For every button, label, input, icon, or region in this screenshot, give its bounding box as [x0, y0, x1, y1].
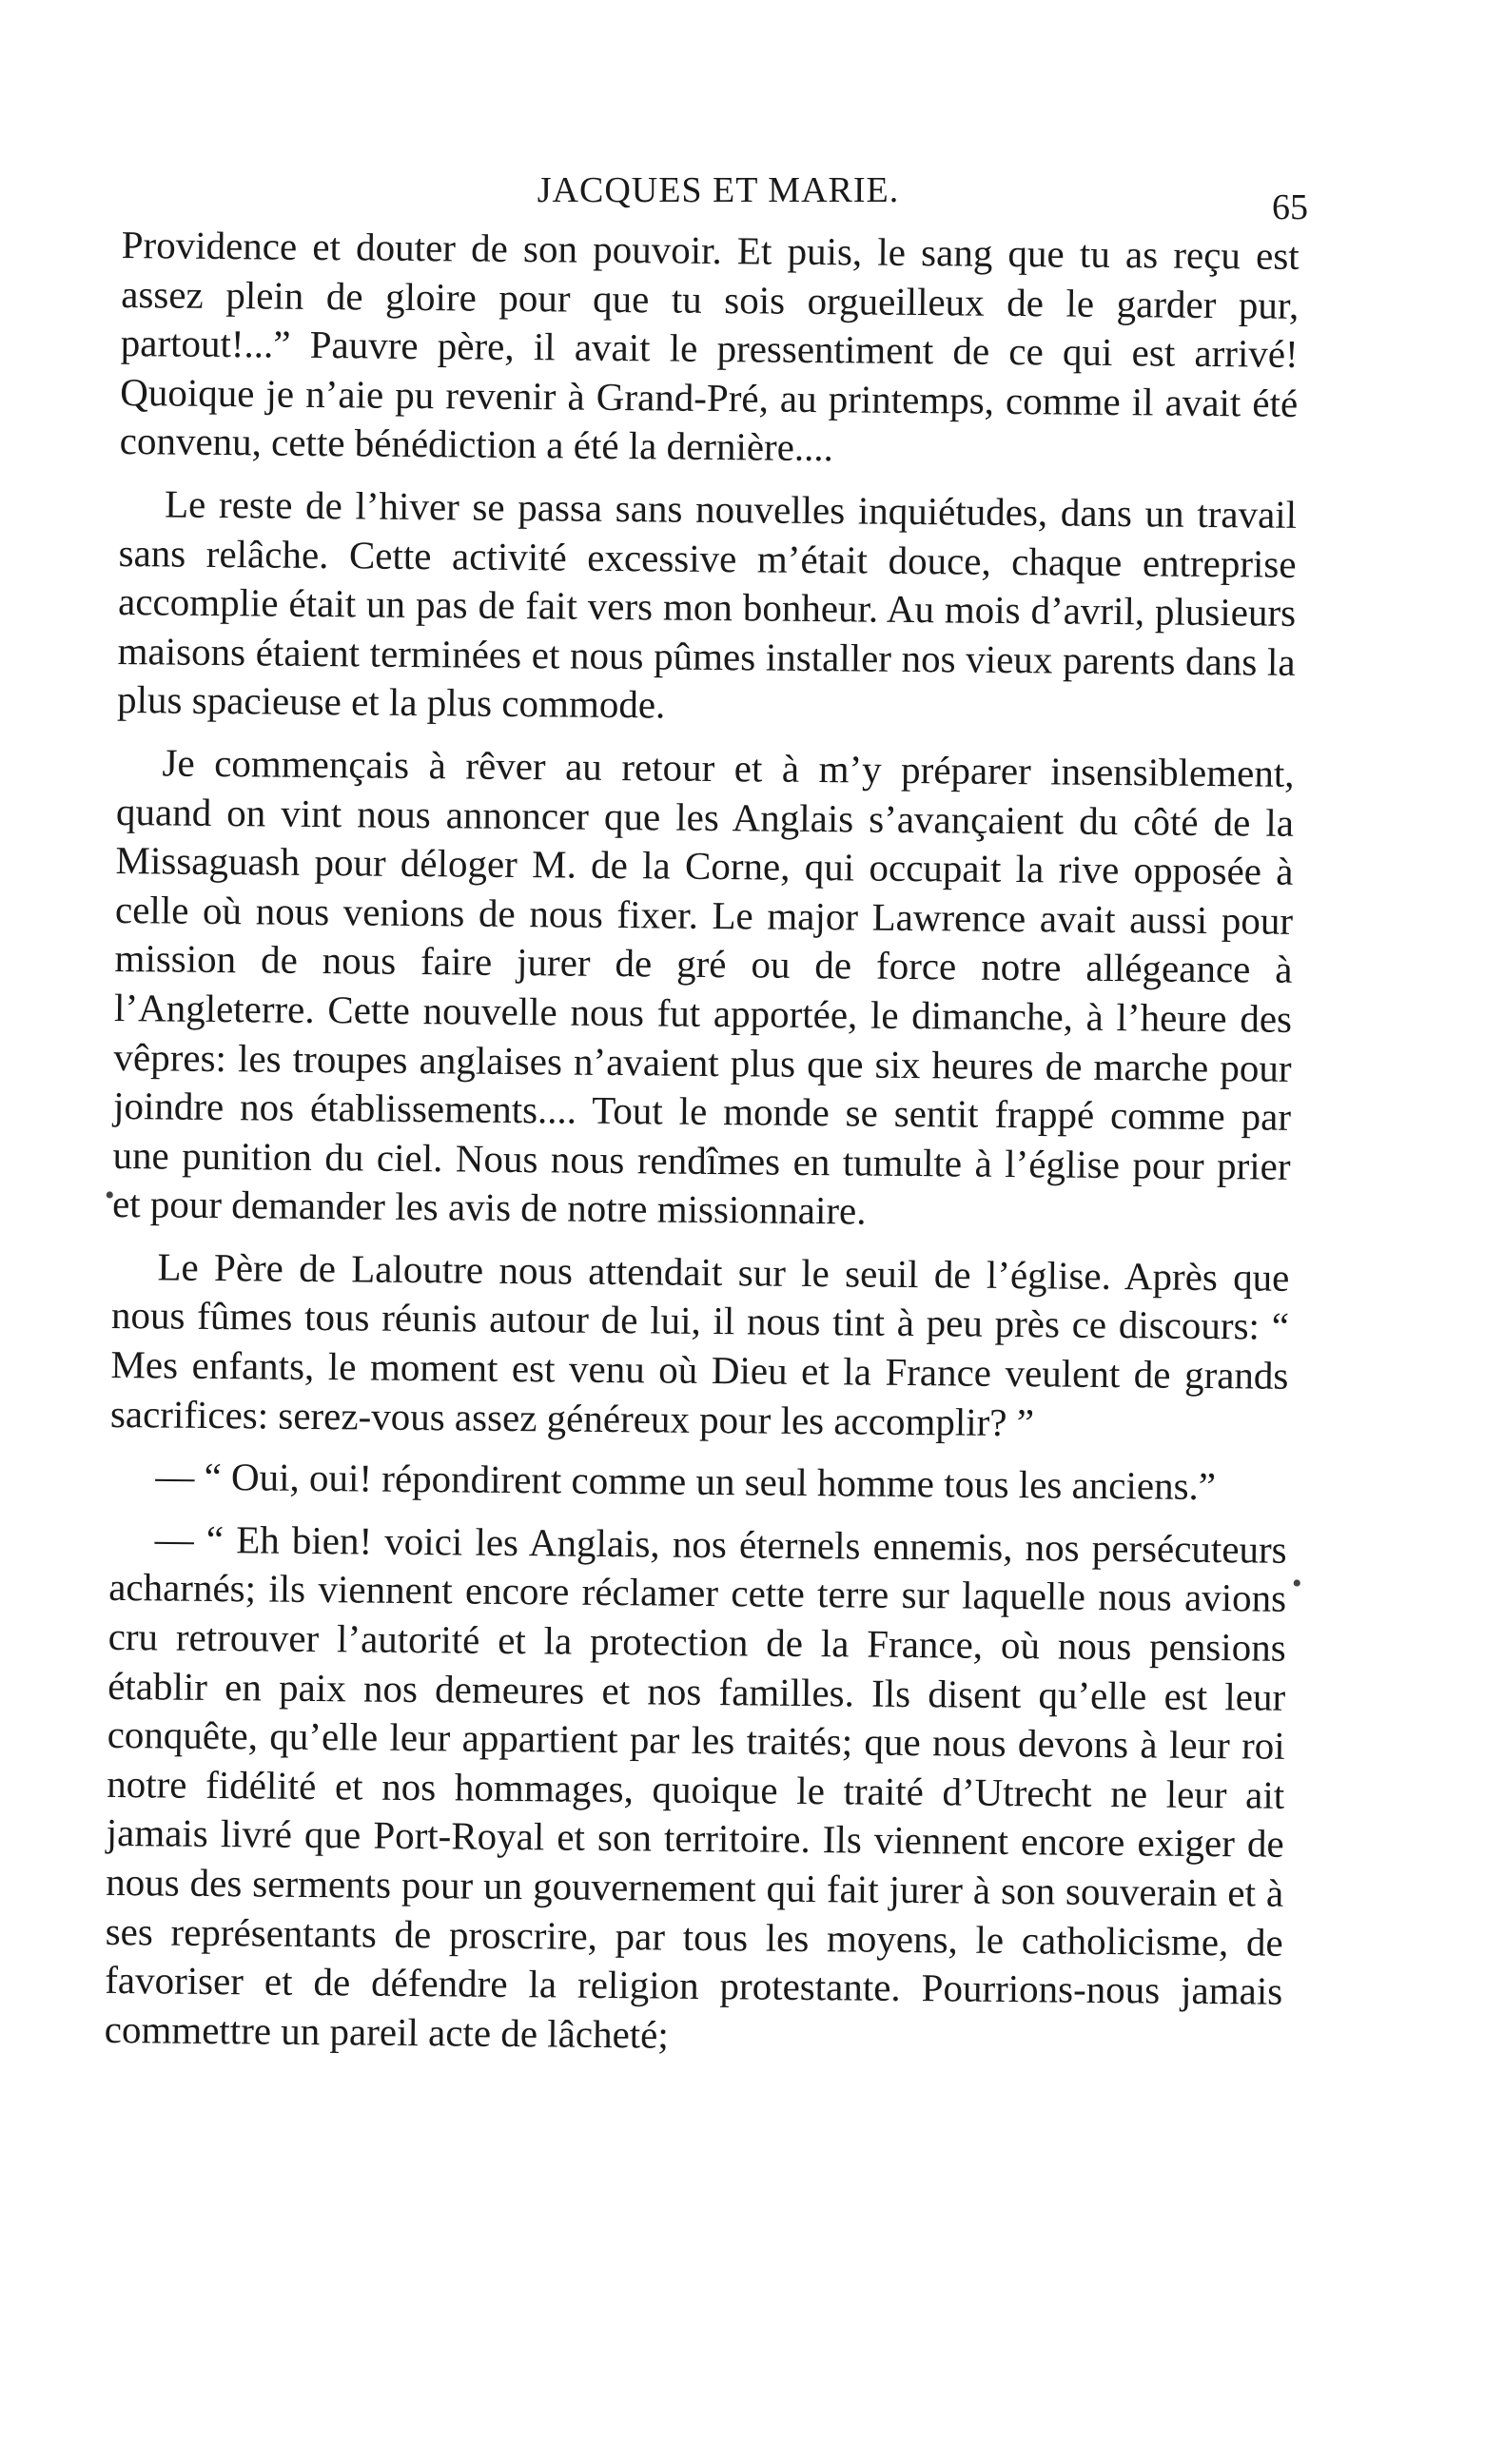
running-title: JACQUES ET MARIE.	[537, 170, 900, 210]
dialogue-paragraph: — “ Eh bien! voici les Anglais, nos éternels ennemis, nos persécuteurs acharnés; ils viennent encore réclamer cette terre sur laquelle nous avions cru retrouver l’autorité et la protection de la France, où nous pensions établir en paix nos demeures et nos familles. Ils disent qu’elle est leur conquête, qu’elle leur appartient par les traités; que nous devons à leur roi notre fidélité et nos hommages, quoique le traité d’Utrecht ne leur ait jamais livré que Port-Royal et son territoire. Ils viennent encore exiger de nous des serments pour un gouvernement qui fait jurer à son souverain et à ses représentants de proscrire, par tous les moyens, le catholicisme, de favoriser et de défendre la religion protestante. Pourrions-nous jamais commettre un pareil acte de lâcheté;	[104, 1516, 1287, 2057]
margin-speck: •	[1292, 1568, 1302, 1599]
paragraph-continuation: Providence et douter de son pouvoir. Et puis, le sang que tu as reçu est assez plein de gloire pour que tu sois orgueilleux de le garder pur, partout!...” Pauvre père, il avait le pressentiment de ce qui est arrivé! Quoique je n’aie pu revenir à Grand-Pré, au printemps, comme il avait été convenu, cette bénédiction a été la dernière....	[119, 222, 1300, 470]
page-number: 65	[1272, 187, 1308, 227]
dialogue-paragraph: — “ Oui, oui! répondirent comme un seul homme tous les anciens.”	[155, 1454, 1217, 1509]
paragraph: Je commençais à rêver au retour et à m’y préparer insensiblement, quand on vint nous annoncer que les Anglais s’avançaient du côté de la Missaguash pour déloger M. de la Corne, qui occupait la rive opposée à celle où nous venions de nous fixer. Le major Lawrence avait aussi pour mission de nous faire jurer de gré ou de force notre allégeance à l’Angleterre. Cette nouvelle nous fut apportée, le dimanche, à l’heure des vêpres: les troupes anglaises n’avaient plus que six heures de marche pour joindre nos établissements.... Tout le monde se sentit frappé comme par une punition du ciel. Nous nous rendîmes en tumulte à l’église pour prier et pour demander les avis de notre missionnaire.	[111, 740, 1295, 1233]
body-text	[104, 221, 1300, 2079]
margin-speck: •	[105, 1180, 115, 1211]
paragraph: Le Père de Laloutre nous attendait sur le seuil de l’église. Après que nous fûmes tous réunis autour de lui, il nous tint à peu près ce discours: “ Mes enfants, le moment est venu où Dieu et la France veulent de grands sacrifices: serez-vous assez généreux pour les accomplir? ”	[109, 1244, 1290, 1444]
running-head	[128, 169, 1308, 227]
paragraph: Le reste de l’hiver se passa sans nouvelles inquiétudes, dans un travail sans relâche. Cette activité excessive m’était douce, chaque entreprise accomplie était un pas de fait vers mon bonheur. Au mois d’avril, plusieurs maisons étaient terminées et nous pûmes installer nos vieux parents dans la plus spacieuse et la plus commode.	[116, 481, 1298, 727]
